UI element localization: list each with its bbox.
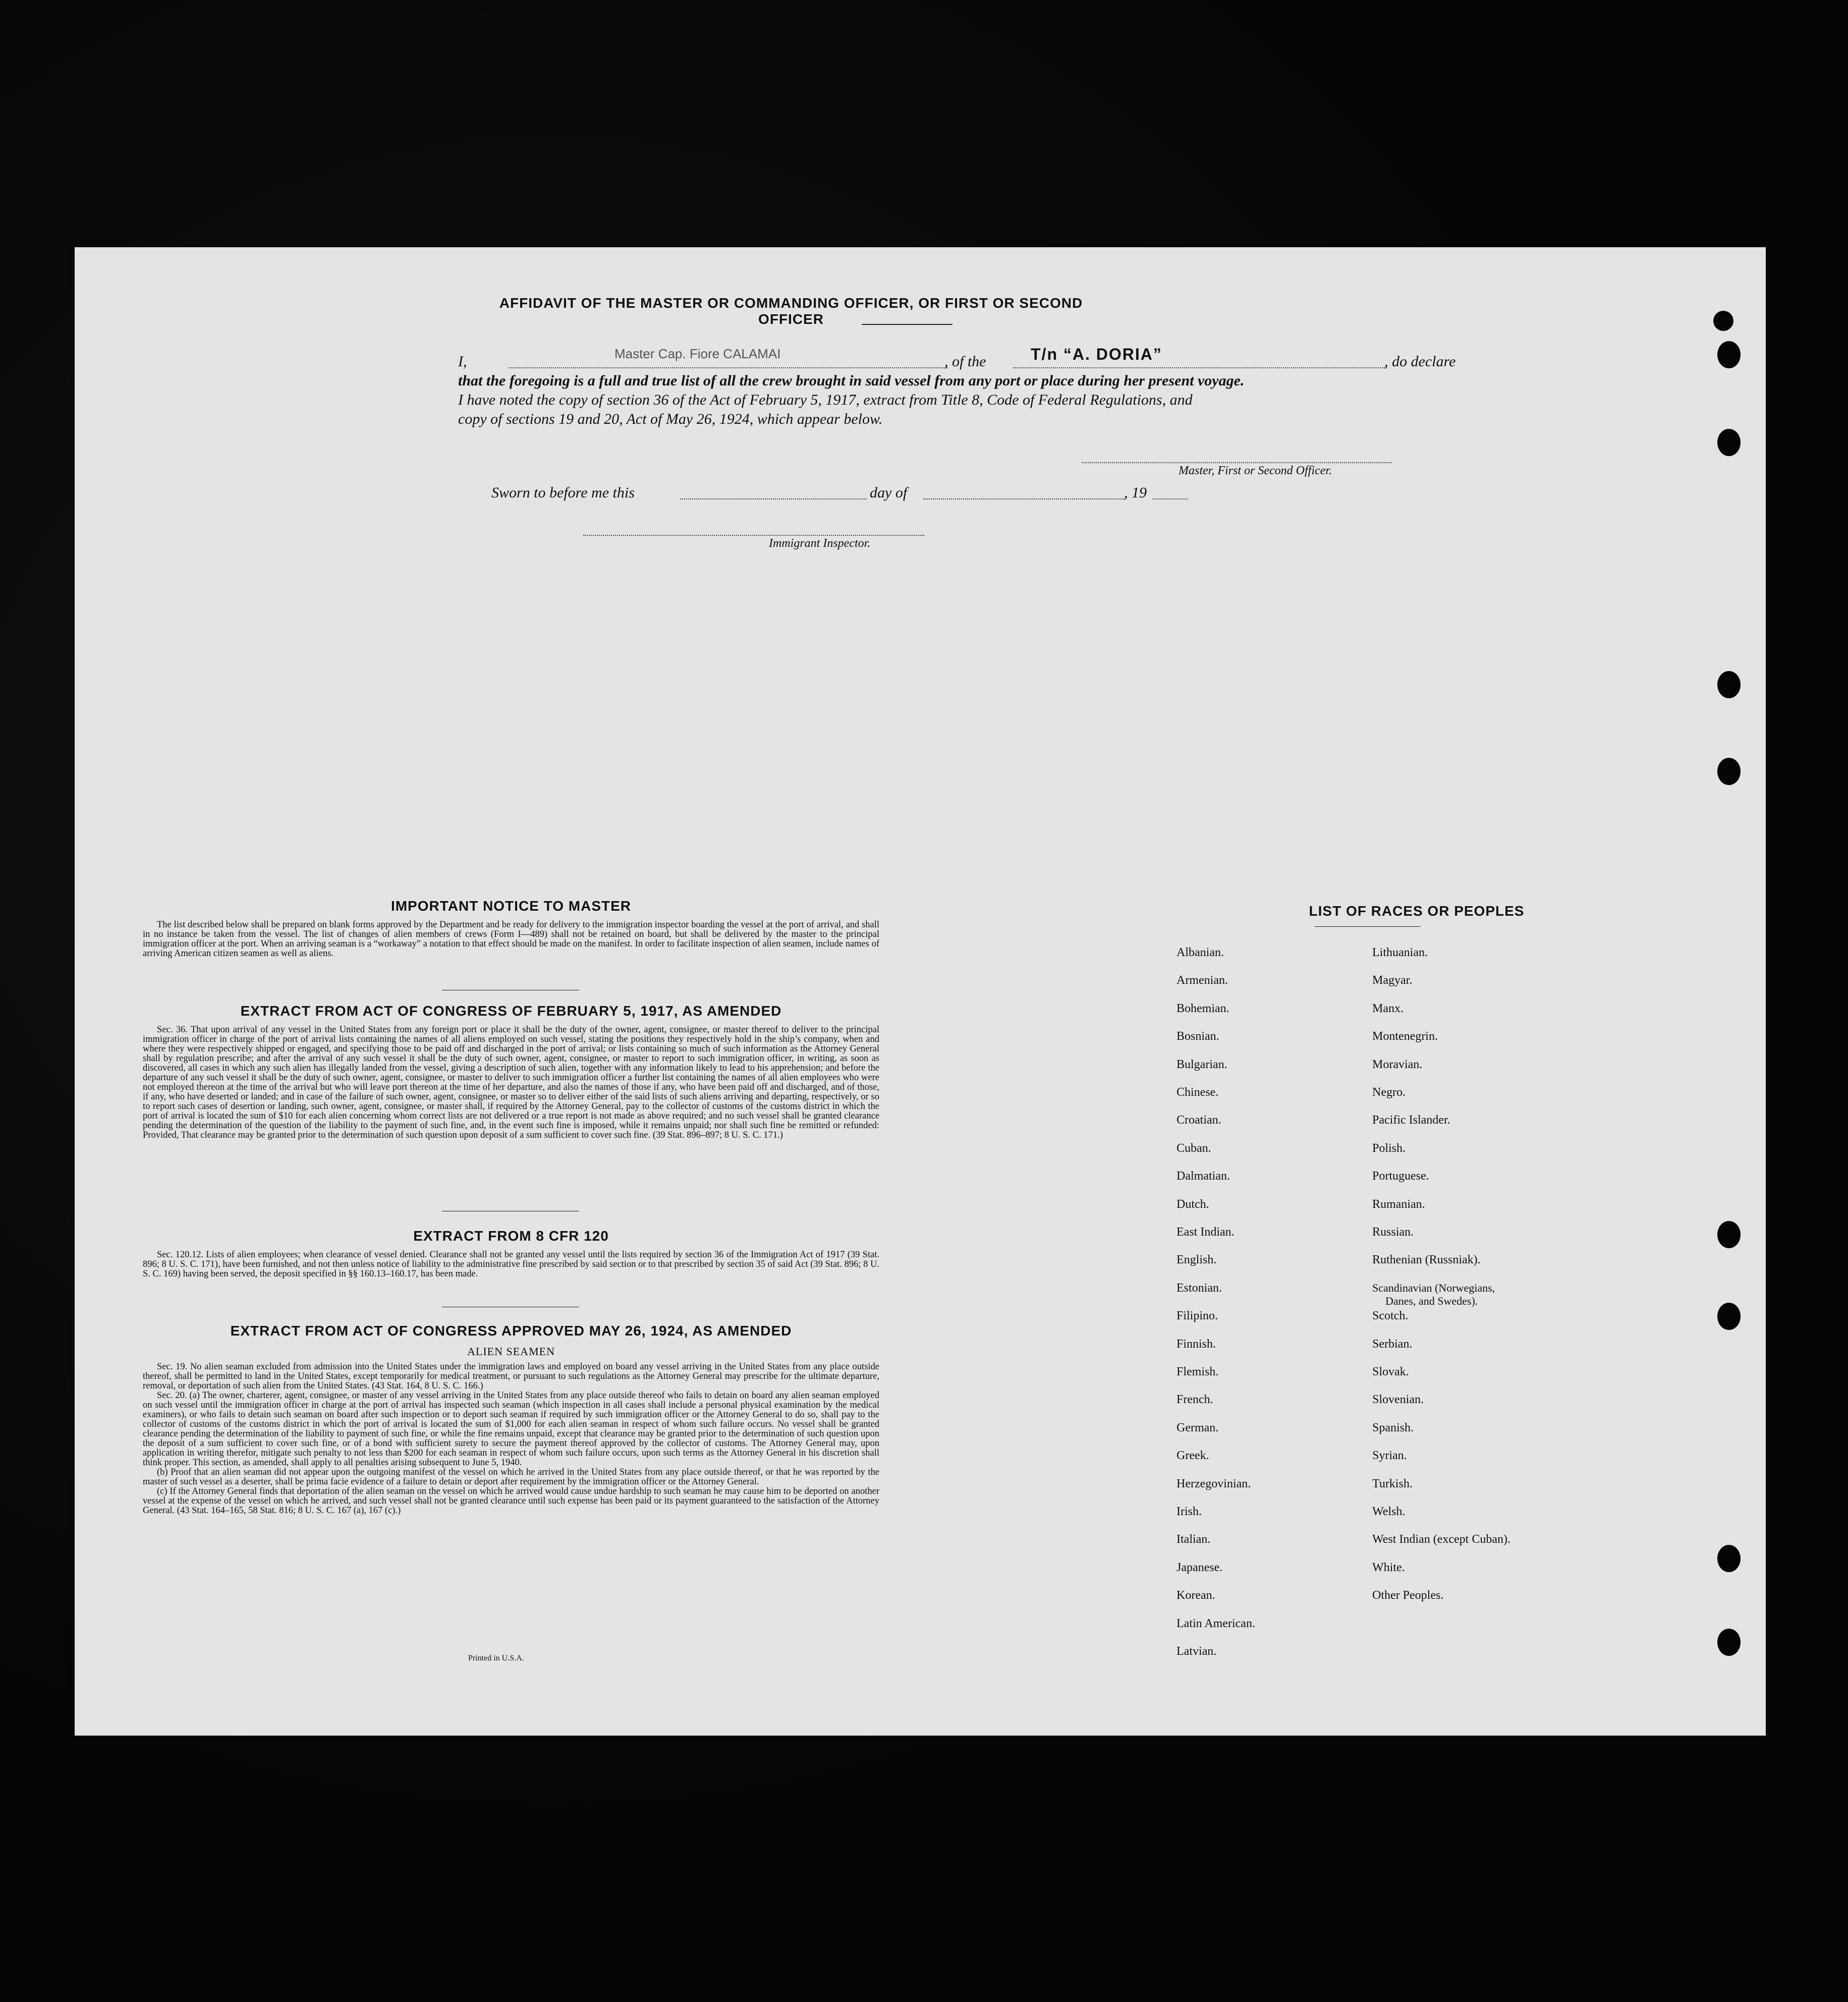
document-page [75,247,1766,1736]
master-name-line [509,367,947,368]
signature-line [1082,462,1391,463]
race-item: Ruthenian (Russniak). [1372,1253,1481,1267]
race-item: Chinese. [1177,1086,1219,1099]
race-item: Flemish. [1177,1365,1219,1378]
race-item: Armenian. [1177,974,1228,987]
section-36-text: Sec. 36. That upon arrival of any vessel in the United States from any foreign port or place it shall be the duty of the owner, agent, consignee, or master thereof to deliver to the principal immigration officer in charge of the port of arrival lists containing the names of all aliens employed on such vessel, stating the positions they respectively hold in the ship’s company, when and where they were respectively shipped or engaged, and specifying those to be paid off and discharged in the port of arrival; or lists containing so much of such information as the Attorney General shall by regulation prescribe; and after the arrival of any such vessel it shall be the duty of such owner, agent, consignee, or master to report to such immigration officer, in writing, as soon as discovered, all cases in which any such alien has illegally landed from the vessel, giving a description of such alien, together with any information likely to lead to his apprehension; and before the departure of any such vessel it shall be the duty of such owner, agent, consignee, or master to deliver to such immigration officer a further list containing the names of all alien employees who were not employed thereon at the time of the arrival but who will leave port thereon at the time of her departure, and also the names of those if any, who have been paid off and discharged, and of those, if any, who have deserted or landed; and in case of the failure of such owner, agent, consignee, or master so to deliver either of the said lists of such aliens arriving and departing, respectively, or so to report such cases of desertion or landing, such owner, agent, consignee, or master shall, if required by the Attorney General, pay to the collector of customs of the customs district in which the port of arrival is located the sum of $10 for each alien concerning whom correct lists are not delivered or a true report is not made as above required; and no such vessel shall be granted clearance pending the determination of the question of the liability to the payment of such fine, and, in the event such fine is imposed, while it remains unpaid; nor shall such fine be remitted or refunded: Provided, That clearance may be granted prior to the determination of such question upon deposit of a sum sufficient to cover such fine. (39 Stat. 896–897; 8 U. S. C. 171.) [143,1025,879,1140]
declaration-line-4: copy of sections 19 and 20, Act of May 26, 1924, which appear below. [458,411,883,427]
punch-hole [1717,1629,1741,1656]
punch-hole [1717,1545,1741,1572]
race-item: Bohemian. [1177,1002,1229,1015]
declaration-line-1 [458,352,467,371]
race-item: Lithuanian. [1372,946,1428,959]
sworn-year-prefix: , 19 [1124,484,1147,501]
race-item: Dalmatian. [1177,1170,1230,1183]
extract-1924-title: EXTRACT FROM ACT OF CONGRESS APPROVED MAY 26, 1924, AS AMENDED [230,1323,792,1339]
race-item: Polish. [1372,1141,1406,1155]
race-item: Slovenian. [1372,1393,1424,1407]
race-item: Estonian. [1177,1281,1222,1295]
race-item: Slovak. [1372,1365,1409,1378]
race-item: Filipino. [1177,1309,1218,1323]
sworn-day-of: day of [870,484,908,501]
punch-hole [1717,429,1741,456]
section-20b-text: (b) Proof that an alien seaman did not appear upon the outgoing manifest of the vessel on which he arrived in the United States from any place outside thereof, or that he was reported by the master of such vessel as a deserter, shall be prima facie evidence of a failure to detain or deport after requirement by the immigration officer or the Attorney General. [143,1467,879,1487]
extract-cfr-title: EXTRACT FROM 8 CFR 120 [413,1228,609,1244]
race-item: Moravian. [1372,1058,1423,1071]
declaration-line-3: I have noted the copy of section 36 of the Act of February 5, 1917, extract from Title 8, Code of Federal Regulations, and [458,392,1193,408]
extract-1917-body [143,1025,879,1201]
race-item: Rumanian. [1372,1197,1425,1211]
alien-seamen-heading: ALIEN SEAMEN [467,1345,555,1358]
vessel-name-value: T/n “A. DORIA” [1031,345,1162,363]
extract-1917-title: EXTRACT FROM ACT OF CONGRESS OF FEBRUARY 5, 1917, AS AMENDED [240,1003,782,1019]
race-item: Montenegrin. [1372,1030,1438,1043]
race-item: Russian. [1372,1226,1414,1239]
races-rule [1315,926,1421,927]
race-item: West Indian (except Cuban). [1372,1533,1510,1546]
race-item: Manx. [1372,1002,1404,1015]
notice-body [143,920,879,981]
punch-hole [1717,1303,1741,1330]
race-item: Irish. [1177,1505,1202,1518]
race-item: Italian. [1177,1533,1211,1546]
race-item: Croatian. [1177,1114,1221,1127]
punch-hole [1713,311,1733,331]
race-item: Finnish. [1177,1337,1216,1351]
race-item: French. [1177,1393,1213,1407]
race-item: Spanish. [1372,1421,1414,1434]
race-item: White. [1372,1561,1405,1574]
signature-caption: Master, First or Second Officer. [1179,464,1332,477]
section-20c-text: (c) If the Attorney General finds that deportation of the alien seaman on the vessel on which he arrived would cause undue hardship to such seaman he may cause him to be deported on another vessel at the expense of the vessel on which he arrived, and such vessel shall not be granted clearance until such expense has been paid or its payment guaranteed to the satisfaction of the Attorney General. (43 Stat. 164–165, 58 Stat. 816; 8 U. S. C. 167 (a), 167 (c).) [143,1486,879,1516]
race-item: Greek. [1177,1449,1209,1463]
race-item: Bulgarian. [1177,1058,1227,1071]
race-item: Scotch. [1372,1309,1409,1323]
punch-hole [1717,671,1741,698]
race-item: Serbian. [1372,1337,1413,1351]
race-item: Pacific Islander. [1372,1114,1450,1127]
vessel-name-line [1013,367,1386,368]
declaration-suffix: , do declare [1384,353,1456,370]
race-item: Korean. [1177,1589,1215,1602]
notice-title: IMPORTANT NOTICE TO MASTER [390,898,632,914]
race-item: English. [1177,1253,1217,1267]
inspector-signature-line [583,535,924,536]
race-item: Welsh. [1372,1505,1406,1518]
section-20a-text: Sec. 20. (a) The owner, charterer, agent, consignee, or master of any vessel arriving in the United States from any place outside thereof who fails to detain on board any alien seaman employed on such vessel until the immigration officer in charge at the port of arrival has inspected such seaman (which inspection in all cases shall include a personal physical examination by the medical examiners), or who fails to detain such seaman on board after such inspection or to deport such seaman if required by such immigration officer or the Attorney General to do so, shall pay to the collector of customs of the customs district in which the port of arrival is located the sum of $1,000 for each alien seaman in respect of whom such failure occurs. No vessel shall be granted clearance pending the determination of the liability to payment of such fine, or while the fine remains unpaid, except that clearance may be granted prior to the determination of such question upon the deposit of a sum sufficient to cover such fine, or of a bond with sufficient surety to secure the payment thereof approved by the collector of customs. The Attorney General may, upon application in writing therefor, mitigate such penalty to not less than $200 for each seaman in respect of whom such failure occurs, upon such terms as the Attorney General in his discretion shall think proper. This section, as amended, shall apply to all penalties arising subsequent to June 5, 1940. [143,1391,879,1468]
race-item: Albanian. [1177,946,1224,959]
inspector-caption: Immigrant Inspector. [769,537,871,550]
punch-hole [1717,1221,1741,1248]
section-120-12-text: Sec. 120.12. Lists of alien employees; when clearance of vessel denied. Clearance shall not be granted any vessel until the lists required by section 36 of the Immigration Act of 1917 (39 Stat. 896; 8 U. S. C. 171), have been furnished, and not then unless notice of liability to the administrative fine prescribed by said section or to that prescribed by section 35 of said Act (39 Stat. 896; 8 U. S. C. 169) having been served, the deposit specified in §§ 160.13–160.17, has been made. [143,1250,879,1279]
race-item: Bosnian. [1177,1030,1219,1043]
races-title: LIST OF RACES OR PEOPLES [1309,903,1525,919]
race-item: Other Peoples. [1372,1589,1444,1602]
race-item: Latvian. [1177,1645,1217,1658]
declaration-line-2: that the foregoing is a full and true list of all the crew brought in said vessel from any port or place during her present voyage. [458,372,1245,389]
race-item: Japanese. [1177,1561,1223,1574]
race-item: German. [1177,1421,1219,1434]
race-item: Latin American. [1177,1617,1255,1630]
section-19-text: Sec. 19. No alien seaman excluded from admission into the United States under the immigration laws and employed on board any vessel arriving in the United States from any place outside thereof, shall be permitted to land in the United States, except temporarily for medical treatment, or pursuant to such regulations as the Attorney General may prescribe for the ultimate departure, removal, or deportation of such alien from the United States. (43 Stat. 164, 8 U. S. C. 166.) [143,1362,879,1391]
race-item: Negro. [1372,1086,1406,1099]
declaration-of-the: , of the [944,353,986,370]
extract-1924-body [143,1362,879,1594]
printed-in-usa: Printed in U.S.A. [468,1654,524,1662]
punch-hole [1717,341,1741,368]
race-item: Dutch. [1177,1197,1209,1211]
race-item: Magyar. [1372,974,1413,987]
punch-hole [1717,758,1741,785]
race-item: Scandinavian (Norwegians, [1372,1281,1495,1294]
master-name-value: Master Cap. Fiore CALAMAI [614,346,781,361]
race-item: East Indian. [1177,1226,1235,1239]
sworn-prefix: Sworn to before me this [491,484,635,501]
declaration-prefix: I, [458,353,467,370]
title-rule [862,324,953,325]
affidavit-title: AFFIDAVIT OF THE MASTER OR COMMANDING OFFICER, OR FIRST OR SECOND OFFICER [499,295,1083,327]
race-item: Syrian. [1372,1449,1407,1463]
sworn-year-line [1152,498,1188,499]
race-item: Turkish. [1372,1477,1413,1490]
sworn-month-line [923,498,1125,499]
race-item: Danes, and Swedes). [1385,1294,1478,1307]
sworn-day-line [680,498,867,499]
race-item: Portuguese. [1372,1170,1429,1183]
race-item: Herzegovinian. [1177,1477,1251,1490]
notice-text: The list described below shall be prepared on blank forms approved by the Department and be ready for delivery to the immigration inspector boarding the vessel at the port of arrival, and shall in no instance be taken from the vessel. The list of changes of alien members of crews (Form I—489) shall not be retained on board, but shall be delivered by the master to the principal immigration officer at the port. When an arriving seaman is a “workaway” a notation to that effect should be made on the manifest. In order to facilitate inspection of alien seamen, include names of arriving American citizen seamen as well as aliens. [143,920,879,959]
race-item: Cuban. [1177,1141,1211,1155]
extract-cfr-body [143,1250,879,1291]
